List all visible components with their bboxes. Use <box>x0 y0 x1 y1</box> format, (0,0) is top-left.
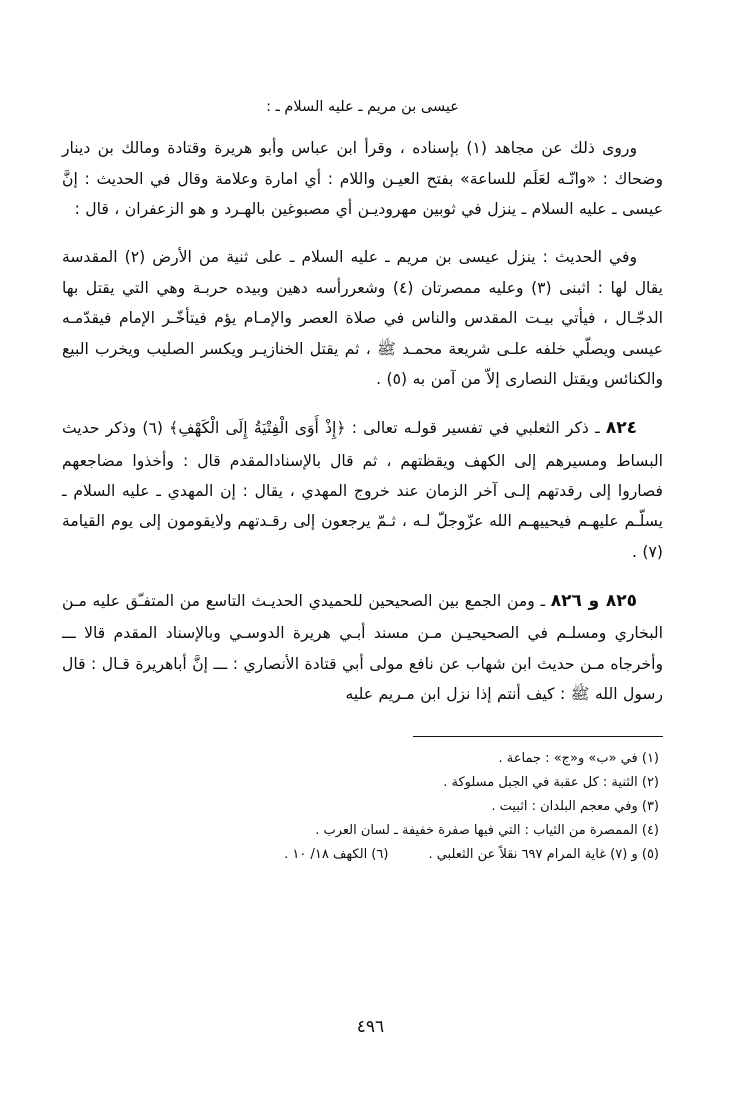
paragraph-1: وروى ذلك عن مجاهد (١) بإسناده ، وقرأ ابن عباس وأبو هريرة وقتادة ومالك بن دينار وضحاك : «وانّـه لعَلَم للساعة» بفتح العيـن واللام : أي امارة وعلامة وقال في الحديث : إنَّ عيسى ـ عليه السلام ـ ينزل في ثوبين مهروديـن أي مصبوغين بالهـرد و هو الزعفران ، قال : <box>62 139 663 218</box>
paragraph-3 <box>62 412 663 567</box>
hadith-number-825-826: ٨٢٥ و ٨٢٦ <box>550 591 637 612</box>
footnote-item: (١) في «ب» و«ج» : جماعة . <box>498 750 659 766</box>
footnotes-block <box>62 747 663 867</box>
footnote-item: (٢) الثنية : كل عقبة في الجبل مسلوكة . <box>443 774 659 790</box>
hadith-number-824: ٨٢٤ <box>605 418 637 439</box>
paragraph-3-text: ـ ذكر الثعلبي في تفسير قولـه تعالى : ﴿إِذْ أَوَى الْفِتْيَةُ إِلَى الْكَهْفِ﴾ (٦) وذكر حديث البساط ومسيرهم إلى الكهف ويقظتهم ، ثم قال بالإسنادالمقدم قال : وأخذوا مضاجعهم فصاروا إلى رقدتهم إلـى آخر الزمان عند خروج المهدي ، يقال : إن المهدي ـ عليه السلام ـ يسلّـم عليهـم فيحييهـم الله عزّوجلّ لـه ، ثـمّ يرجعون إلى رقـدتهم ولايقومون إلى يوم القيامة (٧) . <box>62 419 663 561</box>
footnote-separator <box>413 736 663 737</box>
paragraph-4 <box>62 585 663 709</box>
footnote-pair <box>62 843 659 867</box>
footnote-item: (٦) الكهف ١٨/ ١٠ . <box>284 846 389 862</box>
footnote-item: (٤) الممصرة من الثياب : التي فيها صفرة خفيفة ـ لسان العرب . <box>315 822 659 838</box>
paragraph-2: وفي الحديث : ينزل عيسى بن مريم ـ عليه السلام ـ على ثنية من الأرض (٢) المقدسة يقال لها : اثبنى (٣) وعليه ممصرتان (٤) وشعررأسه دهين وبيده حربـة وهي التي يقتل بها الدجّـال ، فيأتي بيـت المقدس والناس في صلاة العصر والإمـام يؤم فيتأخّـر الإمام فيقدّمـه عيسى ويصلّي خلفه علـى شريعة محمـد ﷺ ، ثم يقتل الخنازيـر ويكسر الصليب ويخرب البيع والكنائس ويقتل النصارى إلاّ من آمن به (٥) . <box>62 248 664 389</box>
paragraph-4-text: ـ ومن الجمع بين الصحيحين للحميدي الحديـث التاسع من المتفـّق عليه مـن البخاري ومسلـم في الصحيحيـن مـن مسند أبـي هريرة الدوسـي وبالإسناد المقدم قالا ـــ وأخرجاه مـن حديث ابن شهاب عن نافع مولى أبي قتادة الأنصاري : ـــ إنَّ أباهريرة قـال : قال رسول الله ﷺ : كيف أنتم إذا نزل ابن مـريم عليه <box>62 592 663 704</box>
footnote-item: (٥) و (٧) غاية المرام ٦٩٧ نقلاً عن الثعلبي . <box>428 846 659 862</box>
footnote-item: (٣) وفي معجم البلدان : اثبيت . <box>491 798 659 814</box>
page-heading: عيسى بن مريم ـ عليه السلام ـ : <box>266 99 459 115</box>
page-number: ٤٩٦ <box>356 1017 385 1037</box>
